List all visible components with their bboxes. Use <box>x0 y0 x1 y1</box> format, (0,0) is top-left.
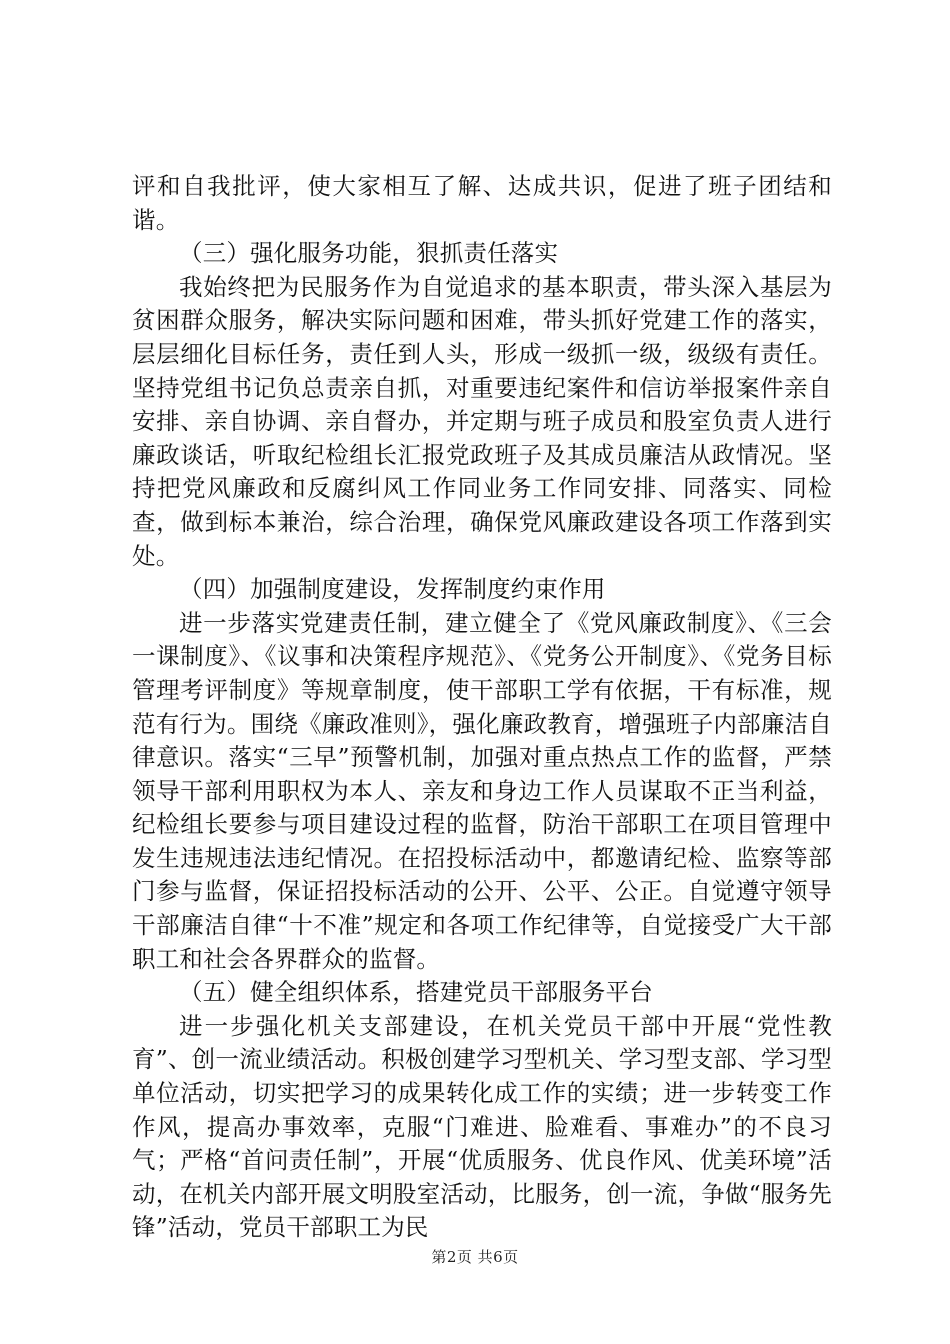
body-paragraph: 进一步落实党建责任制，建立健全了《党风廉政制度》、《三会一课制度》、《议事和决策程序规范》、《党务公开制度》、《党务目标管理考评制度》等规章制度，使干部职工学有依据，干有标准，规范有行为。围绕《廉政准则》，强化廉政教育，增强班子内部廉洁自律意识。落实“三早”预警机制，加强对重点热点工作的监督，严禁领导干部利用职权为本人、亲友和身边工作人员谋取不正当利益，纪检组长要参与项目建设过程的监督，防治干部职工在项目管理中发生违规违法违纪情况。在招投标活动中，都邀请纪检、监察等部门参与监督，保证招投标活动的公开、公平、公正。自觉遵守领导干部廉洁自律“十不准”规定和各项工作纪律等，自觉接受广大干部职工和社会各界群众的监督。 <box>132 608 832 973</box>
section-heading-3: （三）强化服务功能，狠抓责任落实 <box>179 239 559 268</box>
body-paragraph: 进一步强化机关支部建设，在机关党员干部中开展“党性教育”、创一流业绩活动。积极创建学习型机关、学习型支部、学习型单位活动，切实把学习的成果转化成工作的实绩；进一步转变工作作风，提高办事效率，克服“门难进、脸难看、事难办”的不良习气；严格“首问责任制”，开展“优质服务、优良作风、优美环境”活动，在机关内部开展文明股室活动，比服务，创一流，争做“服务先锋”活动，党员干部职工为民 <box>132 1011 832 1242</box>
section-heading-4: （四）加强制度建设，发挥制度约束作用 <box>179 575 606 604</box>
document-body <box>132 170 832 1245</box>
body-paragraph: 我始终把为民服务作为自觉追求的基本职责，带头深入基层为贫困群众服务，解决实际问题和困难，带头抓好党建工作的落实，层层细化目标任务，责任到人头，形成一级抓一级，级级有责任。坚持党组书记负总责亲自抓，对重要违纪案件和信访举报案件亲自安排、亲自协调、亲自督办，并定期与班子成员和股室负责人进行廉政谈话，听取纪检组长汇报党政班子及其成员廉洁从政情况。坚持把党风廉政和反腐纠风工作同业务工作同安排、同落实、同检查，做到标本兼治，综合治理，确保党风廉政建设各项工作落到实处。 <box>132 272 832 570</box>
page-number-footer: 第2页 共6页 <box>431 1248 519 1266</box>
body-paragraph-continued: 评和自我批评，使大家相互了解、达成共识，促进了班子团结和谐。 <box>132 172 832 234</box>
section-heading-5: （五）健全组织体系，搭建党员干部服务平台 <box>179 978 653 1007</box>
